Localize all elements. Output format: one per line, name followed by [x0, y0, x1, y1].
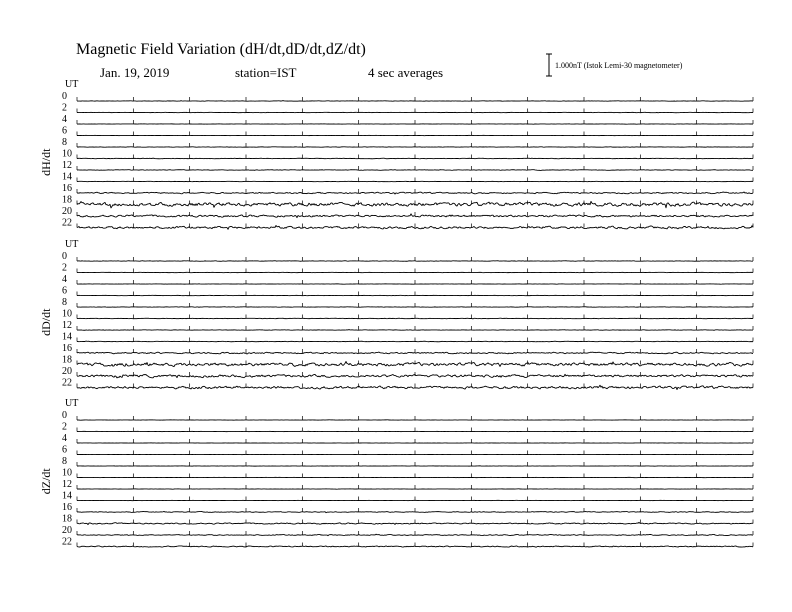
trace-line — [77, 374, 753, 378]
hour-tick-label: 4 — [62, 114, 67, 125]
trace-line — [77, 158, 753, 159]
trace-line — [77, 261, 753, 262]
panels — [39, 79, 753, 548]
hour-tick-label: 0 — [62, 251, 67, 262]
hour-tick-label: 22 — [62, 536, 72, 548]
station-label: station=IST — [235, 65, 297, 80]
hour-tick-label: 8 — [62, 137, 67, 148]
averaging-label: 4 sec averages — [368, 65, 444, 80]
panel-dD-dt — [39, 239, 753, 390]
hour-tick-label: 10 — [62, 467, 72, 479]
hour-tick-label: 14 — [62, 490, 72, 502]
hour-tick-label: 20 — [62, 525, 72, 536]
chart-title: Magnetic Field Variation (dH/dt,dD/dt,dZ/dt) — [76, 41, 366, 58]
scale-bar-label: 1.000nT (Istok Lemi-30 magnetometer) — [555, 61, 683, 70]
hour-tick-label: 14 — [62, 331, 72, 343]
trace-line — [77, 341, 753, 342]
trace-line — [77, 318, 753, 319]
trace-line — [77, 170, 753, 171]
hour-tick-label: 0 — [62, 91, 67, 102]
hour-tick-label: 2 — [62, 262, 67, 274]
trace-line — [77, 330, 753, 331]
hour-tick-label: 2 — [62, 421, 67, 433]
scale-bar — [546, 54, 552, 76]
hour-tick-label: 14 — [62, 171, 72, 183]
y-axis-label: dZ/dt — [39, 468, 53, 495]
hour-tick-label: 10 — [62, 148, 72, 160]
hour-tick-label: 6 — [62, 444, 67, 456]
hour-tick-label: 0 — [62, 410, 67, 421]
hour-tick-label: 18 — [62, 513, 72, 525]
hour-tick-label: 18 — [62, 194, 72, 206]
hour-tick-label: 16 — [62, 183, 72, 194]
trace-line — [77, 511, 753, 512]
hour-tick-label: 22 — [62, 217, 72, 229]
hour-tick-label: 6 — [62, 125, 67, 137]
hour-tick-label: 12 — [62, 479, 72, 490]
trace-line — [77, 101, 753, 102]
ut-label: UT — [65, 398, 79, 409]
y-axis-label: dD/dt — [39, 308, 53, 336]
panel-dZ-dt — [39, 398, 753, 548]
hour-tick-label: 20 — [62, 206, 72, 217]
hour-tick-label: 8 — [62, 456, 67, 467]
trace-line — [77, 546, 753, 547]
hour-tick-label: 10 — [62, 308, 72, 320]
hour-tick-label: 20 — [62, 366, 72, 377]
ut-label: UT — [65, 79, 79, 90]
trace-line — [77, 307, 753, 308]
hour-tick-label: 6 — [62, 285, 67, 297]
hour-tick-label: 4 — [62, 274, 67, 285]
y-axis-label: dH/dt — [39, 148, 53, 176]
hour-tick-label: 4 — [62, 433, 67, 444]
hour-tick-label: 12 — [62, 160, 72, 171]
hour-tick-label: 12 — [62, 320, 72, 331]
trace-line — [77, 112, 753, 113]
trace-line — [77, 522, 753, 524]
hour-tick-label: 16 — [62, 343, 72, 354]
hour-tick-label: 2 — [62, 102, 67, 114]
hour-tick-label: 22 — [62, 377, 72, 389]
hour-tick-label: 18 — [62, 354, 72, 366]
hour-tick-label: 16 — [62, 502, 72, 513]
ut-label: UT — [65, 239, 79, 250]
hour-tick-label: 8 — [62, 297, 67, 308]
date-label: Jan. 19, 2019 — [100, 65, 170, 80]
panel-dH-dt — [39, 79, 753, 229]
